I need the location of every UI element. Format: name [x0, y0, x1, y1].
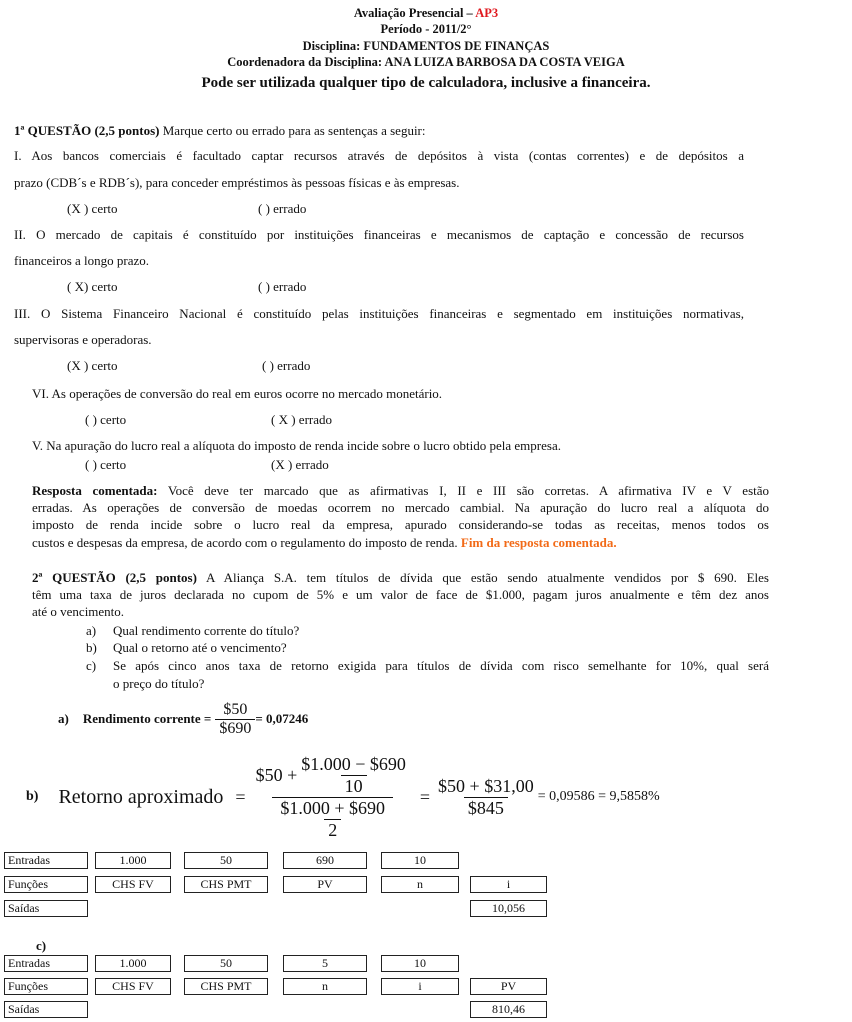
- q1-answer-text1: Você deve ter marcado que as afirmativas I, II e III são corretas. A afirmativa IV e V estão: [167, 483, 770, 498]
- q1-s4-errado[interactable]: ( X ) errado: [271, 412, 332, 427]
- answer-c-mark: c): [36, 938, 47, 953]
- coordinator: Coordenadora da Disciplina: ANA LUIZA BARBOSA DA COSTA VEIGA: [227, 55, 625, 69]
- table-b-label-entradas: Entradas: [4, 852, 88, 869]
- answer-b-fraction-2: [434, 776, 538, 819]
- answer-b-num-prefix: $50 +: [255, 764, 298, 785]
- table-b-entrada: 690: [283, 852, 367, 869]
- q1-s5-line: V. Na apuração do lucro real a alíquota do imposto de renda incide sobre o lucro obtido pela empresa.: [32, 438, 561, 453]
- q2-line2: têm uma taxa de juros declarada no cupom de 5% e um valor de face de $1.000, pagam juros anualmente e têm dez anos: [32, 587, 769, 602]
- answer-a-numerator: $50: [223, 700, 248, 718]
- q1-answer-line4: [32, 535, 617, 551]
- answer-b-result: = 0,09586 = 9,5858%: [537, 789, 660, 804]
- q2-item-a-mark: a): [86, 623, 97, 638]
- table-c-saida: 810,46: [470, 1001, 547, 1018]
- answer-a-fraction: [215, 701, 255, 738]
- q1-s1-certo[interactable]: (X ) certo: [67, 201, 118, 216]
- table-c-entrada: 1.000: [95, 955, 171, 972]
- table-b-saida: 10,056: [470, 900, 547, 917]
- q1-s3-certo[interactable]: (X ) certo: [67, 358, 118, 373]
- table-b-label-saidas: Saídas: [4, 900, 88, 917]
- answer-b-label: Retorno aproximado: [58, 785, 224, 808]
- table-c-label-entradas: Entradas: [4, 955, 88, 972]
- q1-s5-errado[interactable]: (X ) errado: [271, 457, 329, 472]
- answer-b-main-numerator: [252, 754, 414, 797]
- answer-b-fraction-2-denominator: $845: [464, 797, 508, 819]
- q2-item-b-mark: b): [86, 640, 97, 655]
- answer-b-den-inner-denominator: 2: [324, 819, 341, 841]
- q1-answer-text4: custos e despesas da empresa, de acordo com o regulamento do imposto de renda.: [32, 535, 458, 550]
- table-b-funcao: i: [470, 876, 547, 893]
- answer-a-result: = 0,07246: [255, 711, 309, 726]
- q1-title: 1ª QUESTÃO (2,5 pontos): [14, 123, 160, 138]
- answer-a-denominator: $690: [215, 719, 255, 738]
- table-c-funcao: i: [381, 978, 459, 995]
- q2-item-c-line1: Se após cinco anos taxa de retorno exigida para títulos de dívida com risco semelhante for 10%, qual será: [113, 658, 769, 673]
- q2-item-b: Qual o retorno até o vencimento?: [113, 640, 287, 655]
- calculator-note: Pode ser utilizada qualquer tipo de calculadora, inclusive a financeira.: [201, 75, 651, 91]
- q1-s4-line: VI. As operações de conversão do real em euros ocorre no mercado monetário.: [32, 386, 443, 401]
- answer-b-num-inner-denominator: 10: [341, 775, 367, 797]
- q1-s3-errado[interactable]: ( ) errado: [262, 358, 311, 373]
- answer-b-main-denominator: [272, 797, 393, 841]
- answer-b: [26, 744, 660, 850]
- table-b-label-funcoes: Funções: [4, 876, 88, 893]
- answer-b-num-inner-numerator: $1.000 − $690: [301, 753, 406, 774]
- q1-s2-errado[interactable]: ( ) errado: [258, 279, 307, 294]
- answer-b-den-inner-numerator: $1.000 + $690: [280, 797, 386, 818]
- table-c-funcao: CHS FV: [95, 978, 171, 995]
- q1-answer-end: Fim da resposta comentada.: [460, 535, 617, 550]
- q1-s3-line2: supervisoras e operadoras.: [14, 332, 152, 347]
- table-c-entrada: 5: [283, 955, 367, 972]
- q1-s2-line1: II. O mercado de capitais é constituído por instituições financeiras e mecanismos de captação e concessão de recursos: [14, 227, 744, 242]
- table-b-funcao: CHS PMT: [184, 876, 268, 893]
- table-c-entrada: 50: [184, 955, 268, 972]
- q1-answer-line1: [32, 483, 769, 499]
- q1-heading: [14, 123, 426, 139]
- table-c-funcao: CHS PMT: [184, 978, 268, 995]
- answer-b-equals-2: =: [419, 786, 431, 807]
- answer-b-main-fraction: [252, 754, 414, 841]
- q1-answer-label: Resposta comentada:: [32, 483, 158, 498]
- table-b-funcao: PV: [283, 876, 367, 893]
- answer-a-label: Rendimento corrente =: [82, 711, 212, 726]
- table-c-funcao: PV: [470, 978, 547, 995]
- answer-b-equals: =: [235, 786, 246, 807]
- q2-line3: até o vencimento.: [32, 604, 125, 619]
- q2-item-a: Qual rendimento corrente do título?: [113, 623, 300, 638]
- table-c-entrada: 10: [381, 955, 459, 972]
- discipline: Disciplina: FUNDAMENTOS DE FINANÇAS: [302, 39, 550, 53]
- answer-b-den-fraction: [276, 798, 389, 841]
- answer-b-num-fraction: [297, 754, 410, 797]
- q1-s3-line1: III. O Sistema Financeiro Nacional é constituído pelas instituições financeiras e segmentado em instituições normativas,: [14, 306, 744, 321]
- q2-line1: [32, 570, 769, 586]
- q2-item-c-line2: o preço do título?: [113, 676, 205, 691]
- q1-prompt: Marque certo ou errado para as sentenças a seguir:: [162, 123, 426, 138]
- table-b-entrada: 1.000: [95, 852, 171, 869]
- table-c-label-funcoes: Funções: [4, 978, 88, 995]
- exam-title-text: Avaliação Presencial –: [353, 6, 473, 20]
- answer-b-mark: b): [26, 789, 39, 804]
- exam-title: [0, 6, 852, 21]
- answer-a: [58, 696, 308, 742]
- q1-s1-errado[interactable]: ( ) errado: [258, 201, 307, 216]
- table-c-label-saidas: Saídas: [4, 1001, 88, 1018]
- q1-s5-certo[interactable]: ( ) certo: [85, 457, 127, 472]
- q1-s1-line1: I. Aos bancos comerciais é facultado captar recursos através de depósitos à vista (contas correntes) e de depósitos a: [14, 148, 744, 163]
- exam-period: Período - 2011/2°: [380, 22, 472, 36]
- q1-s2-certo[interactable]: ( X) certo: [67, 279, 118, 294]
- q2-item-c-mark: c): [86, 658, 97, 673]
- table-b-entrada: 50: [184, 852, 268, 869]
- q1-answer-line2: erradas. As operações de conversão de moedas ocorrem no mercado cambial. Na apuração do lucro real a alíquota do: [32, 500, 769, 515]
- table-b-funcao: n: [381, 876, 459, 893]
- table-b-funcao: CHS FV: [95, 876, 171, 893]
- q1-s2-line2: financeiros a longo prazo.: [14, 253, 150, 268]
- q1-s1-line2: prazo (CDB´s e RDB´s), para conceder empréstimos às pessoas físicas e às empresas.: [14, 175, 460, 190]
- answer-b-fraction-2-numerator: $50 + $31,00: [438, 775, 534, 796]
- table-b-entrada: 10: [381, 852, 459, 869]
- q2-text1: A Aliança S.A. tem títulos de dívida que estão sendo atualmente vendidos por $ 690. Eles: [205, 570, 769, 585]
- q2-title: 2ª QUESTÃO (2,5 pontos): [32, 570, 197, 585]
- q1-answer-line3: imposto de renda incide sobre o lucro real da empresa, apurado considerando-se todas as receitas, menos todos os: [32, 517, 769, 532]
- exam-code: AP3: [475, 6, 499, 20]
- answer-a-mark: a): [58, 711, 69, 726]
- q1-s4-certo[interactable]: ( ) certo: [85, 412, 127, 427]
- table-c-funcao: n: [283, 978, 367, 995]
